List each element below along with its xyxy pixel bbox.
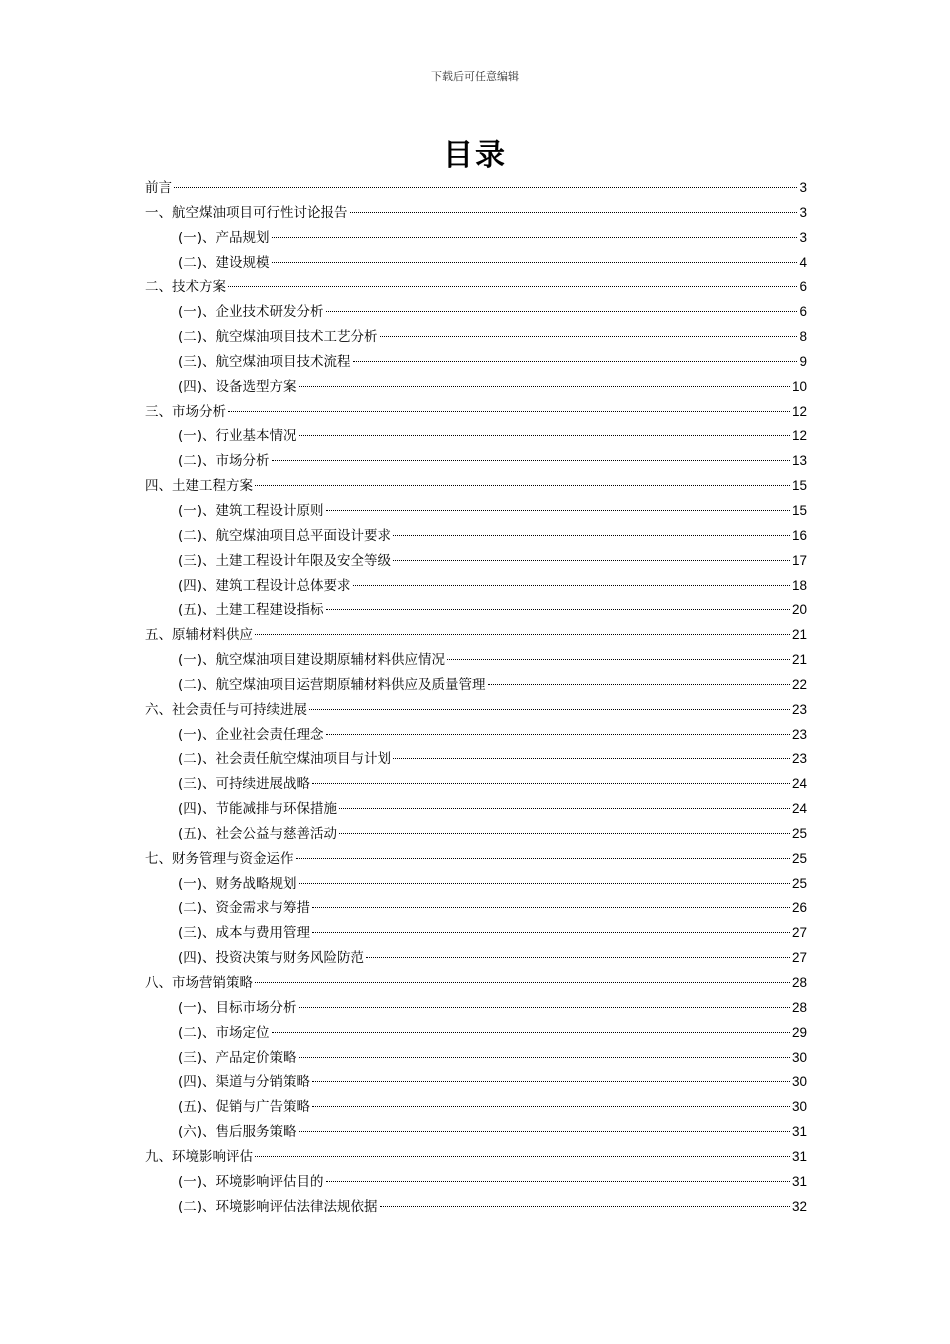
toc-entry[interactable]: [145, 698, 807, 723]
toc-entry-page-number: 28: [791, 999, 807, 1015]
toc-entry-page-number: 31: [791, 1148, 807, 1164]
toc-dot-leader: [326, 734, 790, 735]
toc-entry-label: 七、财务管理与资金运作: [145, 850, 294, 867]
toc-entry[interactable]: [145, 1095, 807, 1120]
toc-entry-page-number: 22: [791, 676, 807, 692]
toc-dot-leader: [299, 435, 790, 436]
toc-dot-leader: [353, 361, 798, 362]
toc-entry-label: 四、土建工程方案: [145, 478, 253, 495]
toc-entry[interactable]: [145, 449, 807, 474]
toc-entry[interactable]: [145, 598, 807, 623]
toc-entry-page-number: 32: [791, 1198, 807, 1214]
toc-entry-label: (一)、航空煤油项目建设期原辅材料供应情况: [178, 652, 446, 669]
toc-entry-label: (二)、资金需求与筹措: [178, 900, 311, 917]
table-of-contents: [145, 176, 807, 1219]
toc-entry-label: (二)、航空煤油项目技术工艺分析: [178, 329, 378, 346]
toc-entry-label: 九、环境影响评估: [145, 1148, 253, 1165]
toc-entry[interactable]: [145, 549, 807, 574]
toc-dot-leader: [447, 659, 790, 660]
toc-dot-leader: [272, 237, 798, 238]
toc-dot-leader: [393, 560, 790, 561]
toc-entry-page-number: 27: [791, 950, 807, 966]
toc-entry-page-number: 29: [791, 1024, 807, 1040]
toc-dot-leader: [488, 684, 790, 685]
toc-entry[interactable]: [145, 1120, 807, 1145]
toc-entry-label: (五)、促销与广告策略: [178, 1099, 311, 1116]
toc-entry-page-number: 27: [791, 925, 807, 941]
toc-entry[interactable]: [145, 424, 807, 449]
toc-entry-label: 二、技术方案: [145, 279, 226, 296]
toc-dot-leader: [255, 634, 790, 635]
toc-entry-label: (五)、土建工程建设指标: [178, 602, 324, 619]
toc-entry-label: 一、航空煤油项目可行性讨论报告: [145, 204, 348, 221]
toc-entry[interactable]: [145, 325, 807, 350]
toc-entry[interactable]: [145, 673, 807, 698]
toc-entry-label: (一)、目标市场分析: [178, 999, 297, 1016]
toc-dot-leader: [296, 858, 790, 859]
toc-entry[interactable]: [145, 946, 807, 971]
toc-entry-label: (二)、航空煤油项目总平面设计要求: [178, 527, 392, 544]
toc-entry-label: (二)、建设规模: [178, 254, 270, 271]
toc-entry-page-number: 24: [791, 801, 807, 817]
toc-entry-label: (四)、渠道与分销策略: [178, 1074, 311, 1091]
toc-entry-label: (二)、市场定位: [178, 1024, 270, 1041]
toc-entry-page-number: 3: [799, 180, 807, 195]
toc-dot-leader: [312, 907, 790, 908]
toc-dot-leader: [228, 286, 797, 287]
toc-entry-label: (一)、企业社会责任理念: [178, 726, 324, 743]
toc-entry[interactable]: [145, 201, 807, 226]
toc-entry-page-number: 30: [791, 1099, 807, 1115]
toc-entry[interactable]: [145, 896, 807, 921]
toc-entry-page-number: 6: [799, 304, 807, 320]
toc-entry-page-number: 25: [791, 850, 807, 866]
toc-entry[interactable]: [145, 747, 807, 772]
toc-entry[interactable]: [145, 400, 807, 425]
toc-dot-leader: [299, 883, 790, 884]
toc-entry-label: (一)、财务战略规划: [178, 875, 297, 892]
toc-dot-leader: [380, 336, 798, 337]
toc-entry-label: (四)、节能减排与环保措施: [178, 801, 338, 818]
toc-dot-leader: [228, 411, 790, 412]
toc-entry[interactable]: [145, 723, 807, 748]
toc-entry-label: 八、市场营销策略: [145, 975, 253, 991]
toc-dot-leader: [272, 460, 790, 461]
toc-dot-leader: [393, 535, 790, 536]
toc-entry[interactable]: [145, 176, 807, 201]
toc-entry[interactable]: [145, 524, 807, 549]
toc-entry[interactable]: [145, 623, 807, 648]
toc-entry-label: (四)、投资决策与财务风险防范: [178, 950, 365, 967]
toc-entry[interactable]: [145, 921, 807, 946]
toc-entry-page-number: 3: [799, 229, 807, 245]
toc-entry-page-number: 31: [791, 1124, 807, 1140]
toc-dot-leader: [312, 1106, 790, 1107]
toc-dot-leader: [309, 709, 790, 710]
toc-entry-page-number: 23: [791, 751, 807, 767]
header-note: 下载后可任意编辑: [431, 70, 519, 83]
toc-entry-label: (一)、环境影响评估目的: [178, 1173, 324, 1190]
toc-entry-label: 前言: [145, 180, 172, 196]
toc-entry[interactable]: [145, 499, 807, 524]
toc-entry-label: (三)、航空煤油项目技术流程: [178, 353, 351, 370]
page-title: 目录: [443, 138, 507, 173]
toc-entry-page-number: 30: [791, 1049, 807, 1065]
toc-entry[interactable]: [145, 350, 807, 375]
toc-entry-page-number: 13: [791, 453, 807, 469]
toc-dot-leader: [326, 1181, 790, 1182]
toc-dot-leader: [299, 1131, 790, 1132]
toc-entry-label: (四)、建筑工程设计总体要求: [178, 577, 351, 594]
toc-entry-label: (一)、行业基本情况: [178, 428, 297, 445]
toc-entry[interactable]: [145, 1070, 807, 1095]
toc-entry-page-number: 17: [791, 552, 807, 568]
toc-dot-leader: [393, 758, 790, 759]
toc-entry[interactable]: [145, 648, 807, 673]
toc-entry[interactable]: [145, 251, 807, 276]
toc-entry[interactable]: [145, 574, 807, 599]
toc-entry-label: (五)、社会公益与慈善活动: [178, 825, 338, 842]
toc-dot-leader: [174, 187, 797, 188]
toc-entry-label: (二)、社会责任航空煤油项目与计划: [178, 751, 392, 768]
toc-entry-label: 六、社会责任与可持续进展: [145, 701, 307, 718]
toc-entry-label: (二)、市场分析: [178, 453, 270, 470]
toc-entry[interactable]: [145, 822, 807, 847]
toc-entry-page-number: 31: [791, 1173, 807, 1189]
toc-dot-leader: [299, 386, 790, 387]
toc-entry-page-number: 23: [791, 701, 807, 717]
toc-entry-page-number: 25: [791, 825, 807, 841]
toc-entry-label: 三、市场分析: [145, 403, 226, 420]
toc-entry-page-number: 21: [791, 652, 807, 668]
toc-entry-page-number: 16: [791, 527, 807, 543]
toc-dot-leader: [339, 808, 790, 809]
toc-entry[interactable]: [145, 474, 807, 499]
toc-entry-page-number: 12: [791, 428, 807, 444]
toc-entry-label: (三)、土建工程设计年限及安全等级: [178, 552, 392, 569]
toc-dot-leader: [272, 1032, 790, 1033]
toc-entry-page-number: 6: [799, 279, 807, 295]
toc-entry-page-number: 20: [791, 602, 807, 618]
toc-entry-label: (三)、产品定价策略: [178, 1049, 297, 1066]
toc-entry[interactable]: [145, 1145, 807, 1170]
toc-dot-leader: [299, 1057, 790, 1058]
toc-entry-page-number: 18: [791, 577, 807, 593]
toc-dot-leader: [255, 1156, 790, 1157]
toc-dot-leader: [350, 212, 798, 213]
toc-entry-label: (四)、设备选型方案: [178, 378, 297, 395]
toc-entry-page-number: 12: [791, 403, 807, 419]
toc-dot-leader: [353, 585, 790, 586]
toc-entry-label: (二)、航空煤油项目运营期原辅材料供应及质量管理: [178, 676, 486, 693]
toc-entry-label: 五、原辅材料供应: [145, 627, 253, 644]
toc-entry[interactable]: [145, 872, 807, 897]
toc-dot-leader: [255, 982, 790, 983]
toc-dot-leader: [299, 1007, 790, 1008]
toc-entry-page-number: 8: [799, 329, 807, 345]
toc-dot-leader: [312, 932, 790, 933]
toc-entry[interactable]: [145, 226, 807, 251]
toc-dot-leader: [339, 833, 790, 834]
toc-dot-leader: [326, 311, 798, 312]
toc-entry-page-number: 15: [791, 478, 807, 494]
toc-entry-label: (一)、企业技术研发分析: [178, 304, 324, 321]
toc-dot-leader: [380, 1206, 790, 1207]
toc-entry-page-number: 30: [791, 1074, 807, 1090]
toc-entry-page-number: 15: [791, 502, 807, 518]
toc-entry-page-number: 3: [799, 204, 807, 220]
toc-entry-label: (三)、成本与费用管理: [178, 925, 311, 942]
toc-entry[interactable]: [145, 1195, 807, 1220]
toc-entry[interactable]: [145, 971, 807, 996]
toc-dot-leader: [272, 262, 798, 263]
toc-entry-page-number: 26: [791, 900, 807, 916]
toc-entry-page-number: 28: [791, 975, 807, 990]
toc-entry-page-number: 25: [791, 875, 807, 891]
toc-dot-leader: [366, 957, 790, 958]
toc-entry-label: (二)、环境影响评估法律法规依据: [178, 1198, 378, 1215]
toc-entry-page-number: 4: [799, 254, 807, 270]
toc-entry-page-number: 9: [799, 353, 807, 369]
toc-entry[interactable]: [145, 1046, 807, 1071]
toc-dot-leader: [326, 510, 790, 511]
toc-entry-page-number: 24: [791, 776, 807, 792]
toc-entry-label: (六)、售后服务策略: [178, 1124, 297, 1141]
toc-entry[interactable]: [145, 847, 807, 872]
toc-dot-leader: [326, 609, 790, 610]
toc-entry-page-number: 10: [791, 378, 807, 394]
toc-entry[interactable]: [145, 797, 807, 822]
toc-entry-label: (一)、产品规划: [178, 229, 270, 246]
toc-entry[interactable]: [145, 1170, 807, 1195]
toc-entry[interactable]: [145, 275, 807, 300]
toc-dot-leader: [255, 485, 790, 486]
toc-entry-page-number: 23: [791, 726, 807, 742]
toc-entry-label: (一)、建筑工程设计原则: [178, 502, 324, 519]
toc-entry-page-number: 21: [791, 627, 807, 643]
toc-entry[interactable]: [145, 772, 807, 797]
toc-entry[interactable]: [145, 996, 807, 1021]
toc-dot-leader: [312, 1081, 790, 1082]
toc-entry[interactable]: [145, 375, 807, 400]
toc-entry-label: (三)、可持续进展战略: [178, 776, 311, 793]
toc-entry[interactable]: [145, 300, 807, 325]
toc-dot-leader: [312, 783, 790, 784]
toc-entry[interactable]: [145, 1021, 807, 1046]
